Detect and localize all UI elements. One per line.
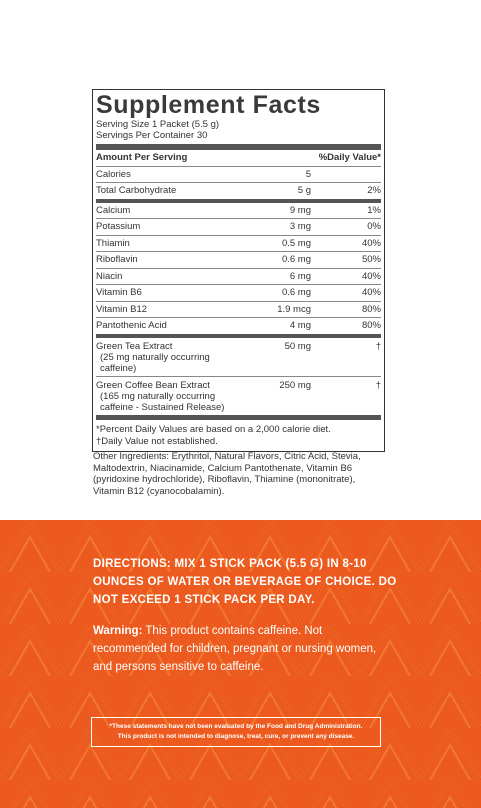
nutrient-name bbox=[96, 167, 241, 183]
serving-size: Serving Size 1 Packet (5.5 g) bbox=[96, 119, 220, 130]
nutrient-row bbox=[96, 183, 381, 199]
nutrient-name bbox=[96, 380, 241, 413]
nutrient-amount: 1.9 mcg bbox=[277, 303, 311, 315]
nutrient-name bbox=[96, 219, 241, 235]
nutrient-daily-value: 2% bbox=[367, 185, 381, 196]
nutrient-label: Calcium bbox=[96, 204, 131, 216]
nutrient-label: Potassium bbox=[96, 221, 141, 232]
warning-paragraph bbox=[93, 622, 393, 676]
nutrient-name bbox=[96, 285, 241, 301]
supplement-facts-panel bbox=[92, 89, 385, 452]
rows-group-b bbox=[93, 203, 384, 334]
warning-text: This product contains caffeine. Not recommended for children, pregnant or nursing women, and persons sensitive to caffeine. bbox=[93, 625, 377, 673]
disclaimer-line-2: This product is not intended to diagnose, treat, cure, or prevent any disease. bbox=[117, 733, 355, 740]
nutrient-amount: 0.5 mg bbox=[281, 237, 311, 249]
nutrient-name bbox=[96, 203, 241, 219]
nutrient-row bbox=[96, 252, 381, 269]
header-amount: Amount Per Serving bbox=[96, 152, 188, 163]
nutrient-row bbox=[96, 285, 381, 302]
nutrient-amount: 5 bbox=[305, 168, 311, 180]
nutrient-row bbox=[96, 338, 381, 377]
nutrient-daily-value: † bbox=[375, 340, 381, 352]
nutrient-name bbox=[96, 318, 241, 334]
nutrient-daily-value: 80% bbox=[361, 303, 381, 315]
nutrient-label: Green Tea Extract bbox=[96, 340, 173, 352]
nutrient-label: Green Coffee Bean Extract bbox=[96, 379, 210, 391]
nutrient-name bbox=[96, 252, 241, 268]
nutrient-daily-value: 50% bbox=[361, 254, 381, 265]
nutrient-label: Vitamin B6 bbox=[96, 287, 142, 298]
rows-group-c bbox=[93, 338, 384, 415]
nutrient-row bbox=[96, 167, 381, 184]
footnote-dagger: †Daily Value not established. bbox=[96, 435, 218, 447]
nutrient-subnote: (165 mg naturally occurring caffeine - Sustained Release) bbox=[100, 390, 225, 413]
nutrient-daily-value bbox=[313, 167, 381, 183]
nutrient-label: Thiamin bbox=[96, 237, 130, 249]
nutrient-daily-value: 40% bbox=[361, 237, 381, 249]
footnotes bbox=[93, 420, 384, 451]
fda-disclaimer bbox=[91, 717, 381, 747]
nutrient-daily-value: 40% bbox=[361, 287, 381, 298]
nutrient-row bbox=[96, 236, 381, 253]
other-ingredients: Other Ingredients: Erythritol, Natural Flavors, Citric Acid, Stevia, Maltodextrin, Niacinamide, Calcium Pantothenate, Vitamin B6 (pyridoxine hydrochloride), Riboflavin, Thiamine (mononitrate), Vitamin B12 (cyanocobalamin). bbox=[93, 451, 361, 497]
nutrient-amount: 0.6 mg bbox=[281, 254, 311, 265]
nutrient-row bbox=[96, 269, 381, 286]
nutrient-label: Vitamin B12 bbox=[96, 303, 148, 315]
nutrient-label: Niacin bbox=[96, 270, 123, 282]
directions-section bbox=[0, 520, 481, 808]
nutrient-amount: 3 mg bbox=[289, 221, 311, 232]
directions-text: DIRECTIONS: MIX 1 STICK PACK (5.5 G) IN 8-10 OUNCES OF WATER OR BEVERAGE OF CHOICE. DO NOT EXCEED 1 STICK PACK PER DAY. bbox=[93, 558, 397, 606]
nutrient-amount: 6 mg bbox=[289, 270, 311, 282]
nutrient-row bbox=[96, 377, 381, 415]
panel-title: Supplement Facts bbox=[96, 91, 321, 119]
nutrient-amount: 4 mg bbox=[289, 320, 311, 331]
disclaimer-line-1: *These statements have not been evaluated by the Food and Drug Administration. bbox=[109, 723, 363, 730]
servings-per-container: Servings Per Container 30 bbox=[96, 130, 208, 141]
nutrient-amount: 250 mg bbox=[279, 379, 311, 391]
nutrient-name bbox=[96, 341, 241, 374]
nutrient-row bbox=[96, 203, 381, 220]
nutrient-label: Pantothenic Acid bbox=[96, 320, 167, 331]
nutrient-name bbox=[96, 302, 241, 318]
rows-group-a bbox=[93, 167, 384, 199]
nutrient-name bbox=[96, 183, 241, 199]
nutrient-daily-value: † bbox=[375, 379, 381, 391]
nutrient-amount: 50 mg bbox=[284, 340, 311, 352]
nutrient-daily-value: 40% bbox=[361, 270, 381, 282]
nutrient-daily-value: 80% bbox=[361, 320, 381, 331]
nutrient-row bbox=[96, 302, 381, 319]
nutrient-label: Calories bbox=[96, 168, 131, 180]
nutrient-amount: 9 mg bbox=[289, 204, 311, 216]
nutrient-subnote: (25 mg naturally occurring caffeine) bbox=[100, 351, 210, 374]
nutrient-amount: 5 g bbox=[297, 185, 311, 196]
nutrient-label: Total Carbohydrate bbox=[96, 185, 177, 196]
nutrient-amount: 0.6 mg bbox=[281, 287, 311, 298]
nutrient-name bbox=[96, 269, 241, 285]
footnote-dv: *Percent Daily Values are based on a 2,000 calorie diet. bbox=[96, 423, 331, 435]
warning-label: Warning: bbox=[93, 625, 143, 637]
nutrient-daily-value: 0% bbox=[367, 221, 381, 232]
nutrient-name bbox=[96, 236, 241, 252]
nutrient-row bbox=[96, 219, 381, 236]
nutrient-label: Riboflavin bbox=[96, 254, 138, 265]
header-dv: %Daily Value* bbox=[318, 152, 381, 163]
nutrient-row bbox=[96, 318, 381, 334]
header-row bbox=[96, 150, 381, 167]
nutrient-daily-value: 1% bbox=[367, 204, 381, 216]
